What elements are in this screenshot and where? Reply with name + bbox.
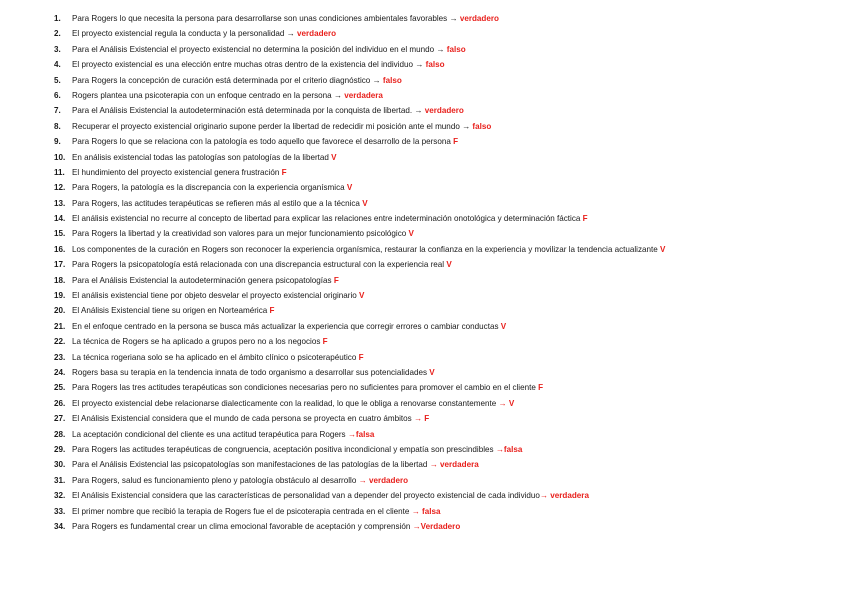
statement-text: Rogers basa su terapia en la tendencia innata de todo organismo a desarrollar sus potencialidades: [72, 367, 430, 377]
statement-text: El análisis existencial no recurre al concepto de libertad para explicar las relaciones entre indeterminación onotológica y determinación fáctica: [72, 214, 583, 224]
answer-label: F: [322, 337, 328, 347]
item-number: 7.: [54, 106, 61, 116]
statement-text: Para Rogers la concepción de curación está determinada por el criterio diagnóstico →: [72, 75, 383, 85]
item-number: 21.: [54, 321, 66, 331]
answer-label: verdadero: [296, 29, 337, 39]
statement-text: Para el Análisis Existencial la autodeterminación genera psicopatologías: [72, 275, 334, 285]
answer-label: F: [582, 214, 588, 224]
answer-label: F: [269, 306, 275, 316]
list-item: [54, 168, 744, 178]
answer-label: F: [453, 137, 459, 147]
item-number: 24.: [54, 367, 66, 377]
item-number: 2.: [54, 29, 61, 39]
answer-label: → verdadera: [539, 491, 589, 501]
answer-label: falso: [382, 75, 402, 85]
answer-label: falso: [425, 60, 445, 70]
list-item: [54, 214, 744, 224]
item-number: 20.: [54, 306, 66, 316]
item-number: 22.: [54, 337, 66, 347]
statement-text: El Análisis Existencial considera que el mundo de cada persona se proyecta en cuatro ámbitos: [72, 414, 414, 424]
list-item: [54, 29, 744, 39]
item-number: 32.: [54, 491, 66, 501]
list-item: [54, 260, 744, 270]
list-item: [54, 60, 744, 70]
list-item: [54, 507, 744, 517]
list-item: [54, 522, 744, 532]
item-number: 3.: [54, 44, 61, 54]
list-item: [54, 353, 744, 363]
list-item: [54, 291, 744, 301]
answer-label: falso: [446, 44, 466, 54]
item-number: 10.: [54, 152, 66, 162]
list-item: [54, 229, 744, 239]
list-item: [54, 199, 744, 209]
item-number: 18.: [54, 275, 66, 285]
list-item: [54, 337, 744, 347]
list-item: [54, 14, 744, 24]
statement-text: El análisis existencial tiene por objeto desvelar el proyecto existencial originario: [72, 291, 360, 301]
statement-text: Para el Análisis Existencial la autodeterminación está determinada por la conquista de libertad. →: [72, 106, 425, 116]
statement-text: Los componentes de la curación en Rogers son reconocer la experiencia organísmica, restaurar la confianza en la experiencia y movilizar la tendencia actualizante: [72, 244, 661, 254]
statement-text: El proyecto existencial regula la conducta y la personalidad →: [72, 29, 297, 39]
item-number: 9.: [54, 137, 61, 147]
list-item: [54, 76, 744, 86]
item-number: 26.: [54, 398, 66, 408]
statement-text: El proyecto existencial debe relacionarse dialecticamente con la realidad, lo que le obliga a renovarse constantemente: [72, 398, 499, 408]
list-item: [54, 45, 744, 55]
item-number: 8.: [54, 121, 61, 131]
answer-label: F: [333, 275, 339, 285]
statement-text: El Análisis Existencial considera que las características de personalidad van a depender del proyecto existencial de cada individuo: [72, 491, 540, 501]
answer-label: → F: [413, 414, 430, 424]
list-item: [54, 491, 744, 501]
statement-text: Para Rogers la libertad y la creatividad son valores para un mejor funcionamiento psicológico: [72, 229, 409, 239]
item-number: 11.: [54, 167, 65, 177]
item-number: 13.: [54, 198, 66, 208]
statement-text: Para Rogers las actitudes terapéuticas de congruencia, aceptación positiva incondicional y empatía son prescindibles: [72, 444, 496, 454]
statement-text: El primer nombre que recibió la terapia de Rogers fue el de psicoterapia centrada en el cliente: [72, 506, 412, 516]
statement-text: Para Rogers, la patología es la discrepancia con la experiencia organísmica: [72, 183, 347, 193]
statement-text: Para Rogers la psicopatología está relacionada con una discrepancia estructural con la experiencia real: [72, 260, 447, 270]
statement-text: Para Rogers las tres actitudes terapéuticas son condiciones necesarias pero no suficientes para promover el cambio en el cliente: [72, 383, 539, 393]
list-item: [54, 183, 744, 193]
list-item: [54, 106, 744, 116]
answer-label: F: [281, 167, 287, 177]
statement-text: Para Rogers lo que necesita la persona para desarrollarse son unas condiciones ambientales favorables →: [72, 14, 460, 23]
list-item: [54, 245, 744, 255]
item-number: 23.: [54, 352, 66, 362]
answer-label: falso: [472, 121, 492, 131]
statement-text: La técnica de Rogers se ha aplicado a grupos pero no a los negocios: [72, 337, 323, 347]
statement-text: El Análisis Existencial tiene su origen en Norteamérica: [72, 306, 270, 316]
item-number: 5.: [54, 75, 61, 85]
item-number: 16.: [54, 244, 66, 254]
item-number: 14.: [54, 214, 66, 224]
item-number: 27.: [54, 414, 66, 424]
item-number: 4.: [54, 60, 61, 70]
answer-label: V: [362, 198, 368, 208]
answer-label: V: [446, 260, 452, 270]
answer-label: → verdadero: [358, 475, 409, 485]
list-item: [54, 430, 744, 440]
item-number: 12.: [54, 183, 66, 193]
list-item: [54, 153, 744, 163]
list-item: [54, 476, 744, 486]
item-number: 17.: [54, 260, 66, 270]
item-number: 28.: [54, 429, 66, 439]
statement-text: Para Rogers, las actitudes terapéuticas se refieren más al estilo que a la técnica: [72, 198, 363, 208]
list-item: [54, 460, 744, 470]
statement-text: La aceptación condicional del cliente es una actitud terapéutica para Rogers: [72, 429, 348, 439]
answer-label: V: [429, 367, 435, 377]
answer-label: V: [346, 183, 353, 193]
statement-text: Rogers plantea una psicoterapia con un enfoque centrado en la persona →: [72, 90, 345, 100]
answer-label: verdadero: [424, 106, 464, 116]
item-number: 6.: [54, 90, 61, 100]
answer-label: V: [359, 291, 365, 301]
list-item: [54, 306, 744, 316]
answer-label: →Verdadero: [412, 521, 461, 531]
list-item: [54, 399, 744, 409]
statement-text: Para el Análisis Existencial las psicopatologías son manifestaciones de las patologías de la libertad: [72, 460, 430, 470]
answer-label: V: [500, 321, 507, 331]
statement-text: En el enfoque centrado en la persona se busca más actualizar la experiencia que corregir errores o cambiar conductas: [72, 321, 501, 331]
list-item: [54, 414, 744, 424]
list-item: [54, 445, 744, 455]
statement-text: En análisis existencial todas las patologías son patologías de la libertad: [72, 152, 332, 162]
statement-list: [54, 14, 744, 537]
list-item: [54, 276, 744, 286]
answer-label: V: [331, 152, 337, 162]
answer-label: → falsa: [411, 506, 441, 516]
item-number: 29.: [54, 444, 66, 454]
answer-label: verdadera: [344, 90, 383, 100]
answer-label: →falsa: [495, 444, 523, 454]
item-number: 15.: [54, 229, 66, 239]
list-item: [54, 91, 744, 101]
statement-text: Para Rogers lo que se relaciona con la patología es todo aquello que favorece el desarrollo de la persona: [72, 137, 454, 147]
statement-text: Para Rogers es fundamental crear un clima emocional favorable de aceptación y comprensión: [72, 521, 413, 531]
item-number: 34.: [54, 521, 66, 531]
item-number: 33.: [54, 506, 66, 516]
item-number: 30.: [54, 460, 66, 470]
list-item: [54, 322, 744, 332]
statement-text: Para el Análisis Existencial el proyecto existencial no determina la posición del individuo en el mundo →: [72, 44, 447, 54]
answer-label: →falsa: [347, 429, 375, 439]
answer-label: V: [408, 229, 414, 239]
list-item: [54, 368, 744, 378]
item-number: 31.: [54, 475, 66, 485]
answer-label: F: [358, 352, 364, 362]
answer-label: → V: [498, 398, 515, 408]
statement-text: El hundimiento del proyecto existencial genera frustración: [72, 167, 282, 177]
statement-text: Recuperar el proyecto existencial originario supone perder la libertad de redecidir mi posición ante el mundo →: [72, 121, 473, 131]
statement-text: El proyecto existencial es una elección entre muchas otras dentro de la existencia del individuo →: [72, 60, 426, 70]
answer-label: → verdadera: [429, 460, 479, 470]
list-item: [54, 137, 744, 147]
list-item: [54, 122, 744, 132]
item-number: 19.: [54, 291, 66, 301]
answer-label: verdadero: [459, 14, 499, 23]
item-number: 25.: [54, 383, 66, 393]
answer-label: V: [660, 244, 666, 254]
list-item: [54, 383, 744, 393]
statement-text: La técnica rogeriana solo se ha aplicado en el ámbito clínico o psicoterapéutico: [72, 352, 359, 362]
answer-label: F: [538, 383, 544, 393]
item-number: 1.: [54, 14, 61, 23]
statement-text: Para Rogers, salud es funcionamiento pleno y patología obstáculo al desarrollo: [72, 475, 359, 485]
